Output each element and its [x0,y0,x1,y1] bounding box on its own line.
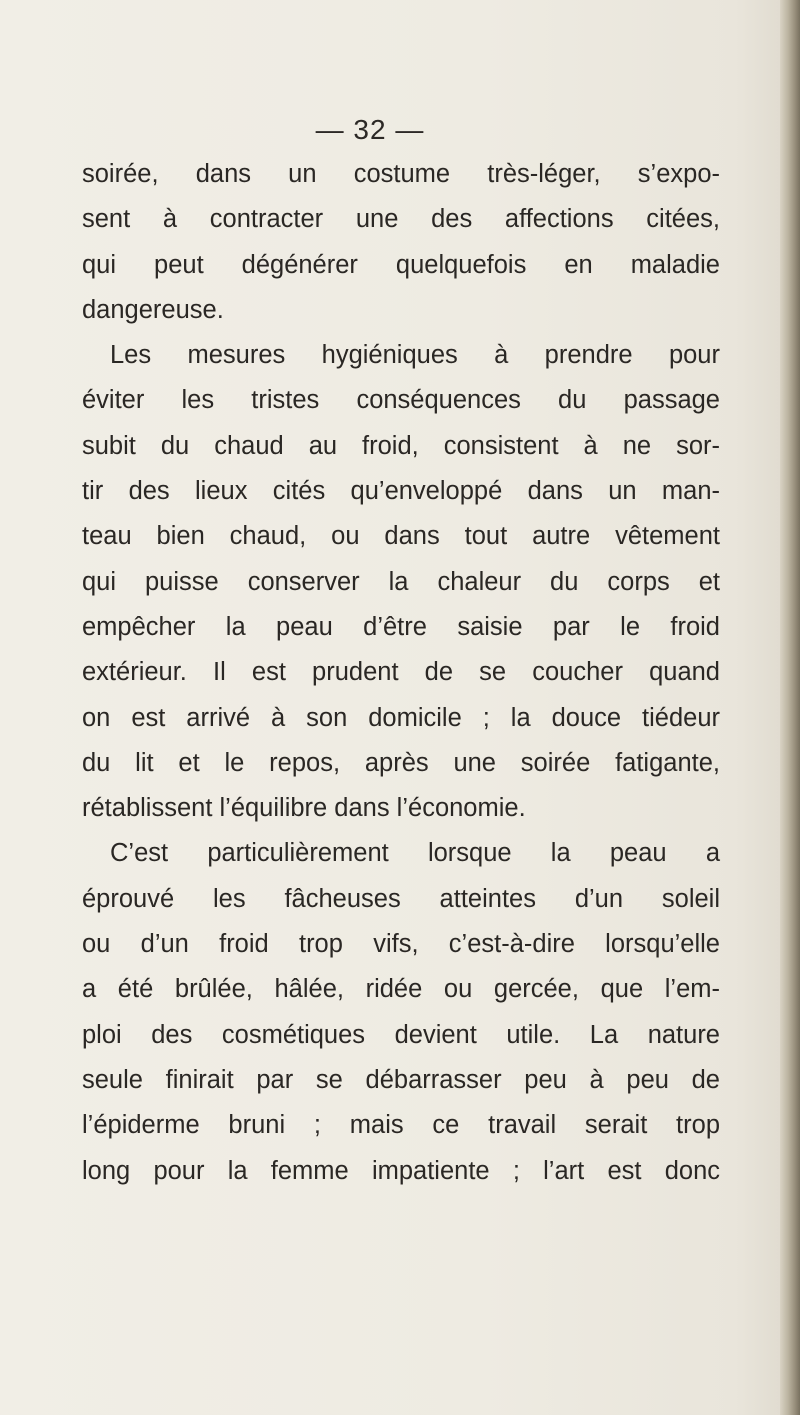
text-line: long pour la femme impatiente ; l’art est donc [82,1156,720,1185]
text-line: dangereuse. [82,295,224,324]
text-line: qui peut dégénérer quelquefois en maladie [82,250,720,279]
text-line: ploi des cosmétiques devient utile. La nature [82,1020,720,1049]
text-line: éprouvé les fâcheuses atteintes d’un soleil [82,884,720,913]
text-line: rétablissent l’équilibre dans l’économie. [82,794,526,823]
text-line: C’est particulièrement lorsque la peau a [110,839,720,868]
text-line: subit du chaud au froid, consistent à ne sor- [82,431,720,460]
text-line: Les mesures hygiéniques à prendre pour [110,341,720,370]
text-line: on est arrivé à son domicile ; la douce tiédeur [82,703,720,732]
text-line: l’épiderme bruni ; mais ce travail serait trop [82,1111,720,1140]
text-line: tir des lieux cités qu’enveloppé dans un man- [82,477,720,506]
text-line: empêcher la peau d’être saisie par le froid [82,612,720,641]
page-number: — 32 — [315,114,425,145]
text-line: seule finirait par se débarrasser peu à peu de [82,1065,720,1094]
text-line: soirée, dans un costume très-léger, s’expo- [82,160,720,188]
text-line: a été brûlée, hâlée, ridée ou gercée, que l’em- [82,975,720,1004]
text-line: teau bien chaud, ou dans tout autre vêtement [82,522,720,551]
page-edge-shadow [780,0,800,1415]
text-line: extérieur. Il est prudent de se coucher quand [82,658,720,687]
text-line: éviter les tristes conséquences du passage [82,386,720,415]
text-line: du lit et le repos, après une soirée fatigante, [82,748,720,777]
body-text [82,152,720,1194]
text-line: sent à contracter une des affections citées, [82,205,720,234]
text-line: ou d’un froid trop vifs, c’est-à-dire lorsqu’elle [82,930,720,959]
text-line: qui puisse conserver la chaleur du corps et [82,567,720,596]
